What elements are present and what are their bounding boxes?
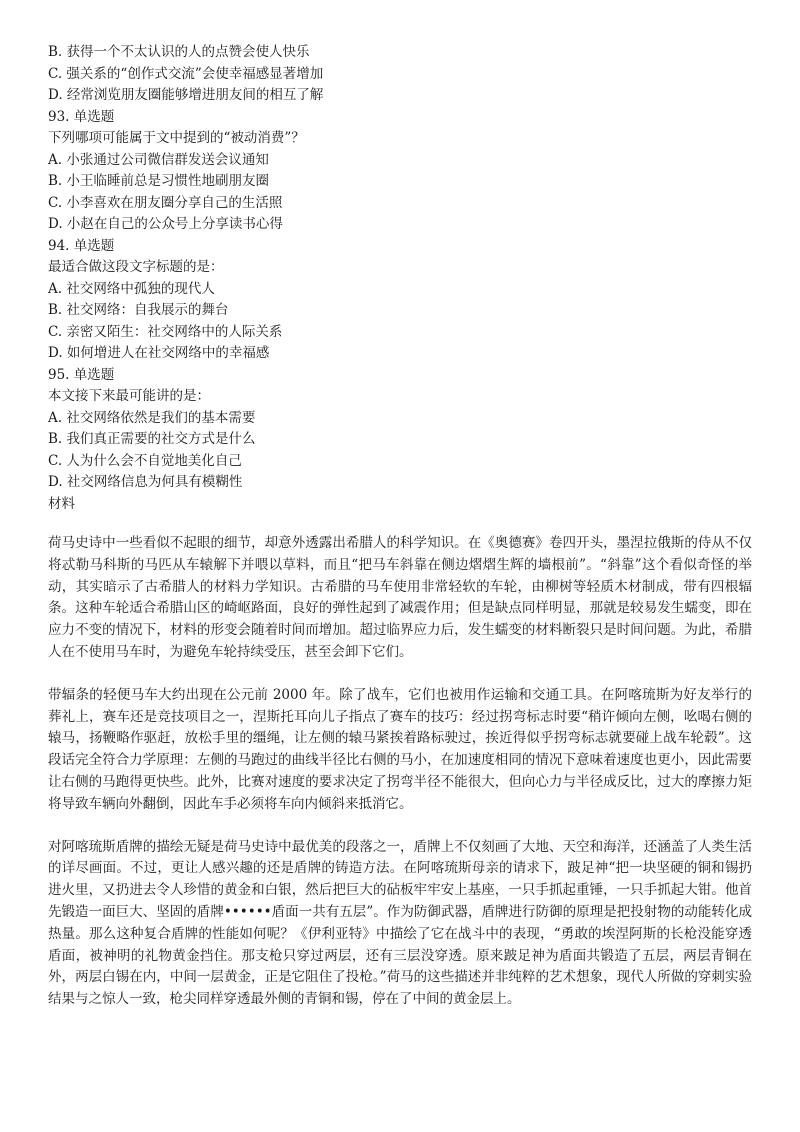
material-heading: 材料 [48, 495, 75, 512]
question-95-number: 95. 单选题 [48, 366, 115, 383]
question-93-stem: 下列哪项可能属于文中提到的“被动消费”？ [48, 130, 305, 146]
option-d-q94: D. 如何增进人在社交网络中的幸福感 [48, 345, 270, 361]
question-93-number: 93. 单选题 [48, 108, 115, 125]
option-b-q93: B. 小王临睡前总是习惯性地刷朋友圈 [48, 173, 270, 189]
passage-paragraph-3: 对阿喀琉斯盾牌的描绘无疑是荷马史诗中最优美的段落之一，盾牌上不仅刻画了大地、天空和海洋，还涵盖了人类生活的详尽画面。不过，更让人感兴趣的还是盾牌的铸造方法。在阿喀琉斯母亲的请求下，跛足神“把一块坚硬的铜和锡扔进火里，又扔进去令人珍惜的黄金和白银，然后把巨大的砧板牢牢安上基座，一只手抓起重锤，一只手抓起大钳。他首先锻造一面巨大、坚固的盾牌••••••盾面一共有五层”。作为防御武器，盾牌进行防御的原理是把投射物的动能转化成热量。那么这种复合盾牌的性能如何呢？《伊利亚特》中描绘了它在战斗中的表现，“勇敢的埃涅阿斯的长枪没能穿透盾面，被神明的礼物黄金挡住。那支枪只穿过两层，还有三层没穿透。原来跛足神为盾面共锻造了五层，两层青铜在外，两层白锡在内，中间一层黄金，正是它阻住了投枪。”荷马的这些描述并非纯粹的艺术想象，现代人所做的穿刺实验结果与之惊人一致，枪尖同样穿透最外侧的青铜和锡，停在了中间的黄金层上。 [48, 838, 752, 1008]
option-c-q95: C. 人为什么会不自觉地美化自己 [48, 452, 242, 469]
question-94-number: 94. 单选题 [48, 237, 115, 254]
option-d-q92: D. 经常浏览朋友圈能够增进朋友间的相互了解 [48, 87, 324, 103]
option-b-q94: B. 社交网络：自我展示的舞台 [48, 302, 229, 318]
option-a-q93: A. 小张通过公司微信群发送会议通知 [48, 151, 269, 168]
option-c-q92: C. 强关系的“创作式交流”会使幸福感显著增加 [48, 65, 324, 82]
option-a-q94: A. 社交网络中孤独的现代人 [48, 280, 215, 297]
option-a-q95: A. 社交网络依然是我们的基本需要 [48, 409, 256, 426]
passage-paragraph-1: 荷马史诗中一些看似不起眼的细节，却意外透露出希腊人的科学知识。在《奥德赛》卷四开头，墨涅拉俄斯的侍从不仅将忒勒马科斯的马匹从车辕解下并喂以草料，而且“把马车斜靠在侧边熠熠生辉的墙根前”。“斜靠”这个看似奇怪的举动，其实暗示了古希腊人的材料力学知识。古希腊的马车使用非常轻软的车轮，由柳树等轻质木材制成，带有四根辐条。这种车轮适合希腊山区的崎岖路面，良好的弹性起到了减震作用；但是缺点同样明显，那就是较易发生蠕变，即在应力不变的情况下，材料的形变会随着时间而增加。超过临界应力后，发生蠕变的材料断裂只是时间问题。为此，希腊人在不使用马车时，为避免车轮持续受压，甚至会卸下它们。 [48, 535, 752, 660]
question-94-stem: 最适合做这段文字标题的是： [48, 259, 224, 275]
option-c-q93: C. 小李喜欢在朋友圈分享自己的生活照 [48, 194, 283, 211]
option-b-q95: B. 我们真正需要的社交方式是什么 [48, 431, 256, 447]
reading-passage [48, 533, 752, 1011]
option-c-q94: C. 亲密又陌生：社交网络中的人际关系 [48, 323, 283, 340]
option-d-q93: D. 小赵在自己的公众号上分享读书心得 [48, 216, 283, 232]
option-d-q95: D. 社交网络信息为何具有模糊性 [48, 474, 243, 490]
passage-paragraph-2: 带辐条的轻便马车大约出现在公元前 2000 年。除了战车，它们也被用作运输和交通工具。在阿喀琉斯为好友举行的葬礼上，赛车还是竞技项目之一，涅斯托耳向儿子指点了赛车的技巧：经过拐弯标志时要“稍许倾向左侧，吆喝右侧的辕马，扬鞭略作驱赶，放松手里的缰绳，让左侧的辕马紧挨着路标驶过，挨近得似乎拐弯标志就要碰上战车轮毂”。这段话完全符合力学原理：左侧的马跑过的曲线半径比右侧的马小，在加速度相同的情况下意味着速度也更小，因此需要让右侧的马跑得更快些。此外，比赛对速度的要求决定了拐弯半径不能很大，但向心力与半径成反比，过大的摩擦力矩将导致车辆向外翻倒，因此车手必须将车向内倾斜来抵消它。 [48, 686, 752, 812]
option-b-q92: B. 获得一个不太认识的人的点赞会使人快乐 [48, 44, 310, 60]
question-95-stem: 本文接下来最可能讲的是： [48, 388, 210, 404]
